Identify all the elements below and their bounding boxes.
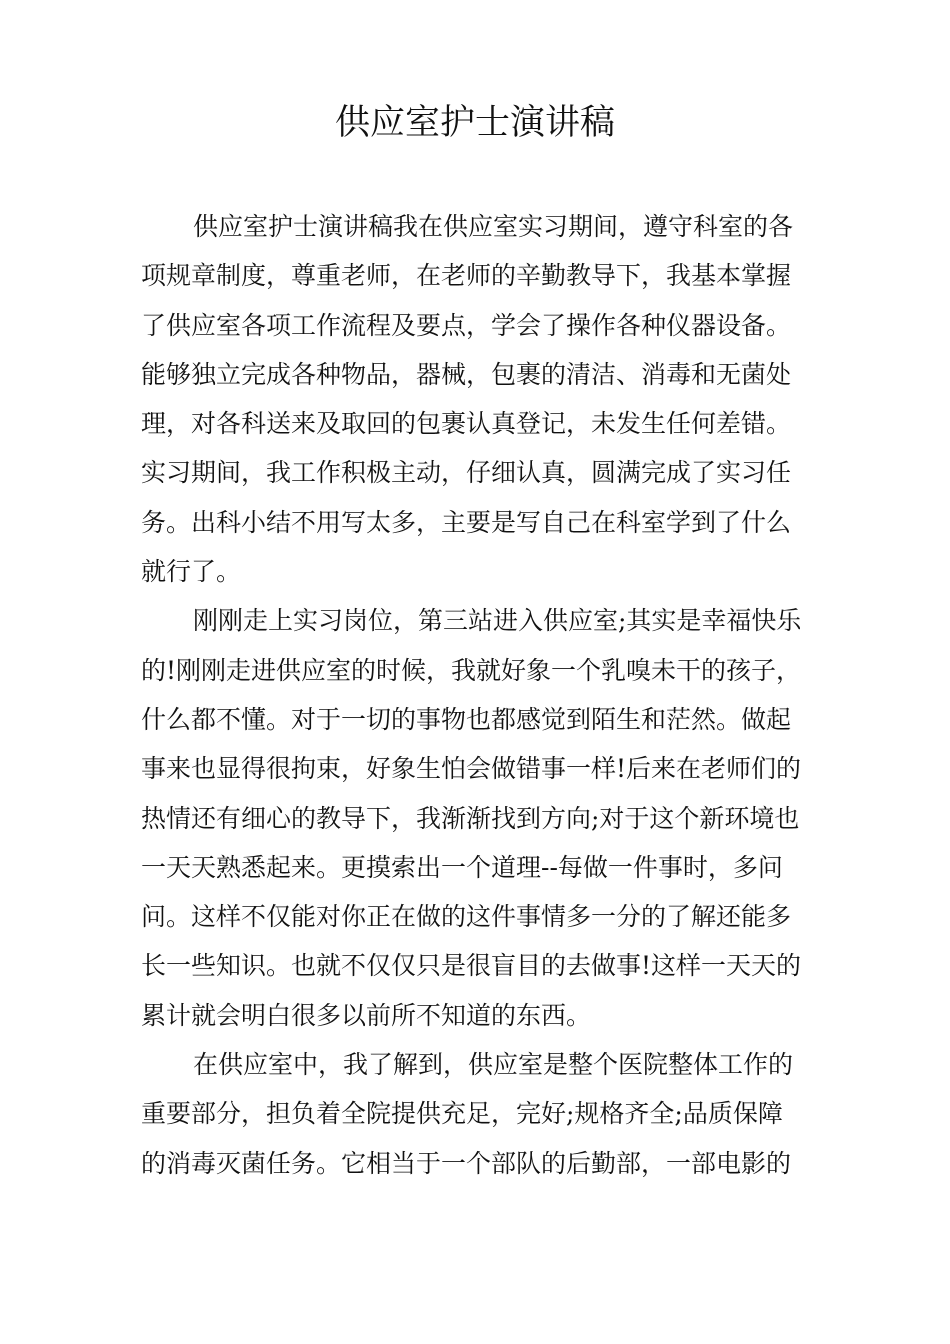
text-line: 的消毒灭菌任务。它相当于一个部队的后勤部，一部电影的 <box>141 1148 792 1178</box>
text-line: 供应室护士演讲稿我在供应室实习期间，遵守科室的各 <box>193 212 794 241</box>
document-body <box>141 202 821 1188</box>
text-line: 长一些知识。也就不仅仅只是很盲目的去做事!这样一天天的 <box>141 951 802 981</box>
paragraph-3 <box>141 1040 821 1188</box>
paragraph-2 <box>141 596 821 1040</box>
text-line: 热情还有细心的教导下，我渐渐找到方向;对于这个新环境也 <box>141 803 800 833</box>
document-title: 供应室护士演讲稿 <box>334 103 615 143</box>
text-line: 一天天熟悉起来。更摸索出一个道理--每做一件事时，多问 <box>141 852 783 882</box>
text-line: 问。这样不仅能对你正在做的这件事情多一分的了解还能多 <box>141 902 792 932</box>
text-line: 了供应室各项工作流程及要点，学会了操作各种仪器设备。 <box>141 310 792 340</box>
text-line: 刚刚走上实习岗位，第三站进入供应室;其实是幸福快乐 <box>193 606 802 636</box>
text-line: 理，对各科送来及取回的包裹认真登记，未发生任何差错。 <box>141 409 792 439</box>
text-line: 务。出科小结不用写太多，主要是写自己在科室学到了什么 <box>141 507 792 537</box>
paragraph-1 <box>141 202 821 596</box>
text-line: 实习期间，我工作积极主动，仔细认真，圆满完成了实习任 <box>141 458 792 488</box>
text-line: 能够独立完成各种物品，器械，包裹的清洁、消毒和无菌处 <box>141 359 792 389</box>
text-line: 就行了。 <box>141 557 242 587</box>
text-line: 在供应室中，我了解到，供应室是整个医院整体工作的 <box>193 1050 794 1080</box>
text-line: 事来也显得很拘束，好象生怕会做错事一样!后来在老师们的 <box>141 754 802 784</box>
text-line: 项规章制度，尊重老师，在老师的辛勤教导下，我基本掌握 <box>141 261 792 291</box>
text-line: 累计就会明白很多以前所不知道的东西。 <box>141 1000 592 1030</box>
text-line: 的!刚刚走进供应室的时候，我就好象一个乳嗅未干的孩子， <box>141 655 802 685</box>
text-line: 什么都不懂。对于一切的事物也都感觉到陌生和茫然。做起 <box>141 704 792 734</box>
text-line: 重要部分，担负着全院提供充足，完好;规格齐全;品质保障 <box>141 1099 783 1129</box>
